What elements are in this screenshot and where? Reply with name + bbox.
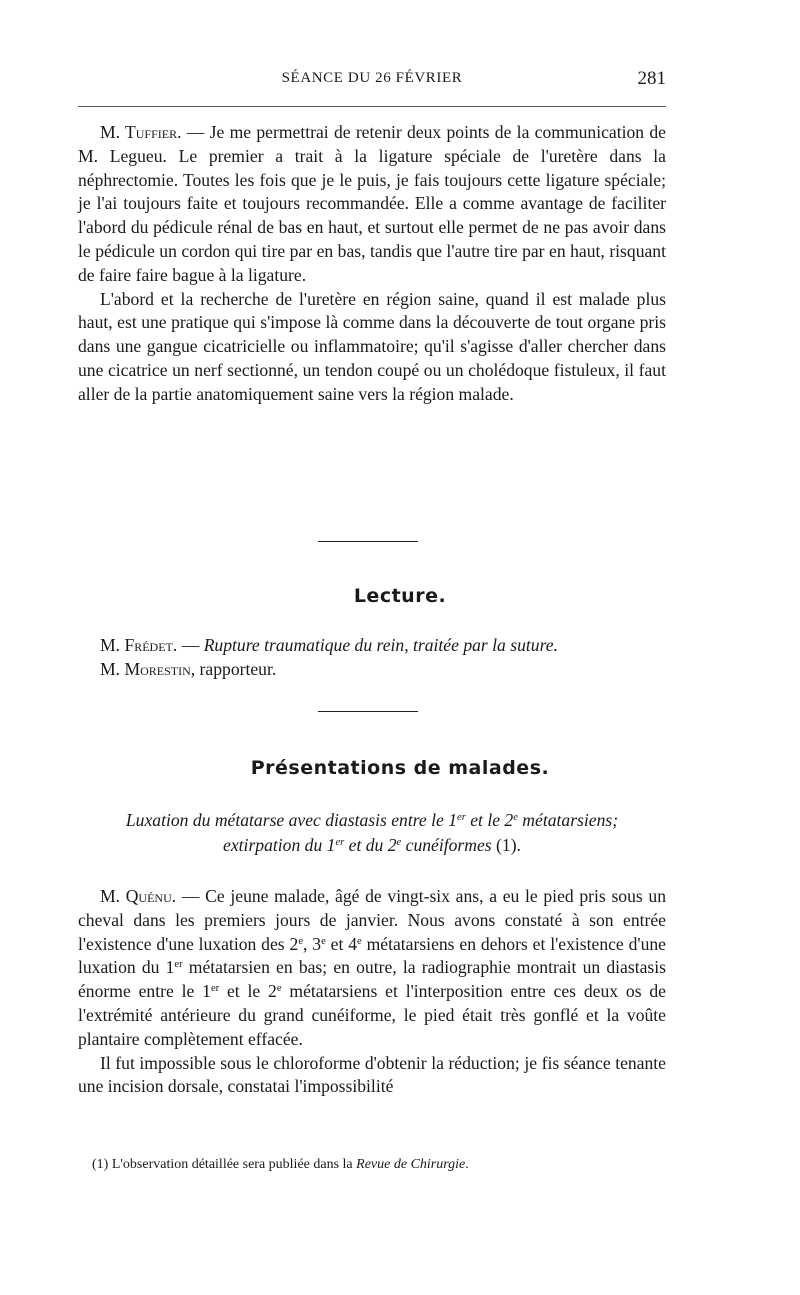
lecture-heading: Lecture. bbox=[353, 585, 447, 607]
footnote-reference: (1). bbox=[491, 835, 521, 855]
lecture-title: Rupture traumatique du rein, traitée par la suture. bbox=[203, 635, 558, 655]
speaker-name: M. Quénu. bbox=[100, 886, 177, 906]
footnote: (1) L'observation détaillée sera publiée dans la Revue de Chirurgie. bbox=[92, 1157, 469, 1172]
lecture-author: M. Frédet. bbox=[100, 635, 178, 655]
lecture-entry bbox=[78, 634, 666, 658]
footnote-journal: Revue de Chirurgie bbox=[356, 1157, 466, 1172]
header-rule bbox=[78, 106, 666, 107]
section-divider bbox=[318, 541, 418, 542]
paragraph-text: — Je me permettrai de retenir deux points de la communication de M. Legueu. Le premier a trait à la ligature spéciale de l'uretère dans la néphrectomie. Toutes les fois que je le puis, je fais toujours cette ligature spéciale; je l'ai toujours faite et toujours recommandée. Elle a comme avantage de faciliter l'abord du pédicule rénal de bas en haut, et surtout elle permet de ne pas avoir dans le pédicule un cordon qui tire par en bas, tandis que l'autre tire par en haut, risquant de faire faire bague à la ligature. bbox=[78, 122, 666, 285]
discussion-paragraph-2: L'abord et la recherche de l'uretère en région saine, quand il est malade plus haut, est une pratique qui s'impose là comme dans la découverte de tout organe pris dans une gangue cicatricielle ou inflammatoire; qu'il s'agisse d'aller chercher dans une cicatrice un nerf sectionné, un tendon coupé ou un cholédoque fistuleux, il faut aller de la partie anatomiquement saine vers la région malade. bbox=[78, 288, 666, 404]
case-title-line-2: extirpation du 1er et du 2e cunéiformes (1). bbox=[223, 835, 521, 855]
presentation-paragraph-1: M. Quénu. — Ce jeune malade, âgé de vingt-six ans, a eu le pied pris sous un cheval dans les premiers jours de janvier. Nous avons constaté à son entrée l'existence d'une luxation des 2e, 3e et 4e métatarsiens en dehors et l'existence d'une luxation du 1er métatarsien en bas; en outre, la radiographie montrait un diastasis énorme entre le 1er et le 2e métatarsiens et l'interposition entre ces deux os de l'extrémité antérieure du grand cunéiforme, le pied était très gonflé et la voûte plantaire complètement effacée. bbox=[78, 886, 667, 1049]
discussion-paragraph-1 bbox=[78, 121, 666, 288]
speaker-name: M. Tuffier. bbox=[100, 122, 182, 142]
page-number: 281 bbox=[637, 68, 666, 89]
dash: — bbox=[177, 635, 204, 655]
running-head bbox=[78, 70, 666, 96]
case-title-line-1: Luxation du métatarse avec diastasis entre le 1er et le 2e métatarsiens; bbox=[125, 810, 619, 830]
rapporteur-name: M. Morestin, bbox=[100, 658, 196, 679]
lecture-rapporteur bbox=[78, 658, 666, 682]
presentations-heading: Présentations de malades. bbox=[250, 757, 550, 779]
rapporteur-role: rapporteur. bbox=[195, 658, 277, 679]
footnote-marker: (1) bbox=[92, 1157, 109, 1172]
running-title: SÉANCE DU 26 FÉVRIER bbox=[281, 70, 463, 86]
case-title bbox=[78, 808, 666, 858]
presentation-paragraph-2: Il fut impossible sous le chloroforme d'obtenir la réduction; je fis séance tenante une incision dorsale, constatai l'impossibilité bbox=[78, 1052, 666, 1097]
presentation-section bbox=[78, 885, 666, 1099]
section-divider bbox=[318, 711, 418, 712]
discussion-section bbox=[78, 121, 666, 407]
lecture-section bbox=[78, 634, 666, 682]
footnote-text: L'observation détaillée sera publiée dans la bbox=[108, 1157, 357, 1172]
